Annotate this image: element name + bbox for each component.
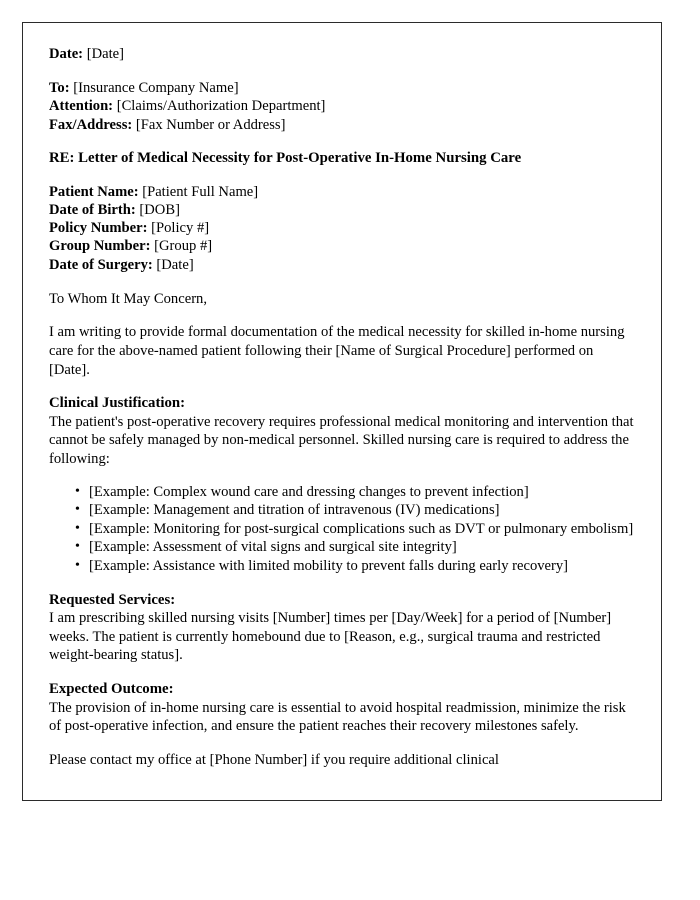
- clinical-justification-bullet-list: [49, 483, 637, 576]
- policy-number-line: [49, 219, 637, 237]
- clinical-justification-body: The patient's post-operative recovery requires professional medical monitoring and intervention that cannot be safely managed by non-medical personnel. Skilled nursing care is required to address the following:: [49, 413, 634, 467]
- patient-name-value: [Patient Full Name]: [142, 183, 259, 200]
- fax-address-label: Fax/Address:: [49, 116, 133, 133]
- attention-value: [Claims/Authorization Department]: [116, 98, 326, 115]
- list-item: • [Example: Management and titration of intravenous (IV) medications]: [49, 501, 637, 520]
- attention-label: Attention:: [49, 98, 114, 115]
- spacer: [49, 274, 637, 290]
- list-item: • [Example: Monitoring for post-surgical complications such as DVT or pulmonary embolism]: [49, 520, 637, 539]
- spacer: [49, 469, 637, 483]
- spacer: [49, 736, 637, 751]
- list-item: • [Example: Assessment of vital signs and surgical site integrity]: [49, 538, 637, 557]
- spacer: [49, 576, 637, 591]
- patient-info-block: [49, 183, 637, 274]
- date-line: [49, 45, 637, 63]
- requested-services-heading: Requested Services:: [49, 591, 176, 608]
- attention-line: [49, 97, 637, 115]
- document-page: [22, 22, 662, 801]
- patient-name-line: [49, 183, 637, 201]
- group-number-label: Group Number:: [49, 238, 151, 255]
- group-number-value: [Group #]: [154, 238, 213, 255]
- date-of-birth-label: Date of Birth:: [49, 202, 136, 219]
- date-of-birth-value: [DOB]: [139, 202, 180, 219]
- date-of-surgery-value: [Date]: [156, 256, 194, 273]
- recipient-block: [49, 79, 637, 134]
- policy-number-value: [Policy #]: [151, 220, 210, 237]
- spacer: [49, 168, 637, 183]
- salutation: To Whom It May Concern,: [49, 290, 207, 307]
- to-value: [Insurance Company Name]: [73, 80, 239, 97]
- spacer: [49, 379, 637, 394]
- document-content-area: [23, 23, 662, 769]
- expected-outcome-heading: Expected Outcome:: [49, 680, 174, 697]
- spacer: [49, 665, 637, 680]
- policy-number-label: Policy Number:: [49, 220, 148, 237]
- list-item: • [Example: Assistance with limited mobility to prevent falls during early recovery]: [49, 557, 637, 576]
- requested-services-body: I am prescribing skilled nursing visits [Number] times per [Day/Week] for a period of [Number] weeks. The patient is currently homebound due to [Reason, e.g., surgical trauma and restricted weight-bearing status].: [49, 610, 612, 664]
- date-label: Date:: [49, 46, 84, 62]
- spacer: [49, 308, 637, 323]
- expected-outcome-body: The provision of in-home nursing care is essential to avoid hospital readmission, minimize the risk of post-operative infection, and ensure the patient reaches their recovery milestones safely.: [49, 699, 626, 735]
- date-value: [Date]: [86, 46, 124, 62]
- intro-paragraph: I am writing to provide formal documentation of the medical necessity for skilled in-home nursing care for the above-named patient following their [Name of Surgical Procedure] performed on [Date].: [49, 324, 625, 378]
- subject-line: RE: Letter of Medical Necessity for Post-Operative In-Home Nursing Care: [49, 149, 522, 166]
- closing-paragraph: Please contact my office at [Phone Number] if you require additional clinical: [49, 751, 499, 768]
- date-of-surgery-line: [49, 256, 637, 274]
- to-line: [49, 79, 637, 97]
- date-of-birth-line: [49, 201, 637, 219]
- spacer: [49, 63, 637, 79]
- to-label: To:: [49, 80, 70, 97]
- patient-name-label: Patient Name:: [49, 183, 139, 200]
- letter-body: [49, 45, 637, 769]
- fax-address-value: [Fax Number or Address]: [135, 116, 286, 133]
- list-item: • [Example: Complex wound care and dressing changes to prevent infection]: [49, 483, 637, 502]
- fax-address-line: [49, 116, 637, 134]
- date-of-surgery-label: Date of Surgery:: [49, 256, 153, 273]
- group-number-line: [49, 237, 637, 255]
- clinical-justification-heading: Clinical Justification:: [49, 395, 186, 412]
- spacer: [49, 134, 637, 149]
